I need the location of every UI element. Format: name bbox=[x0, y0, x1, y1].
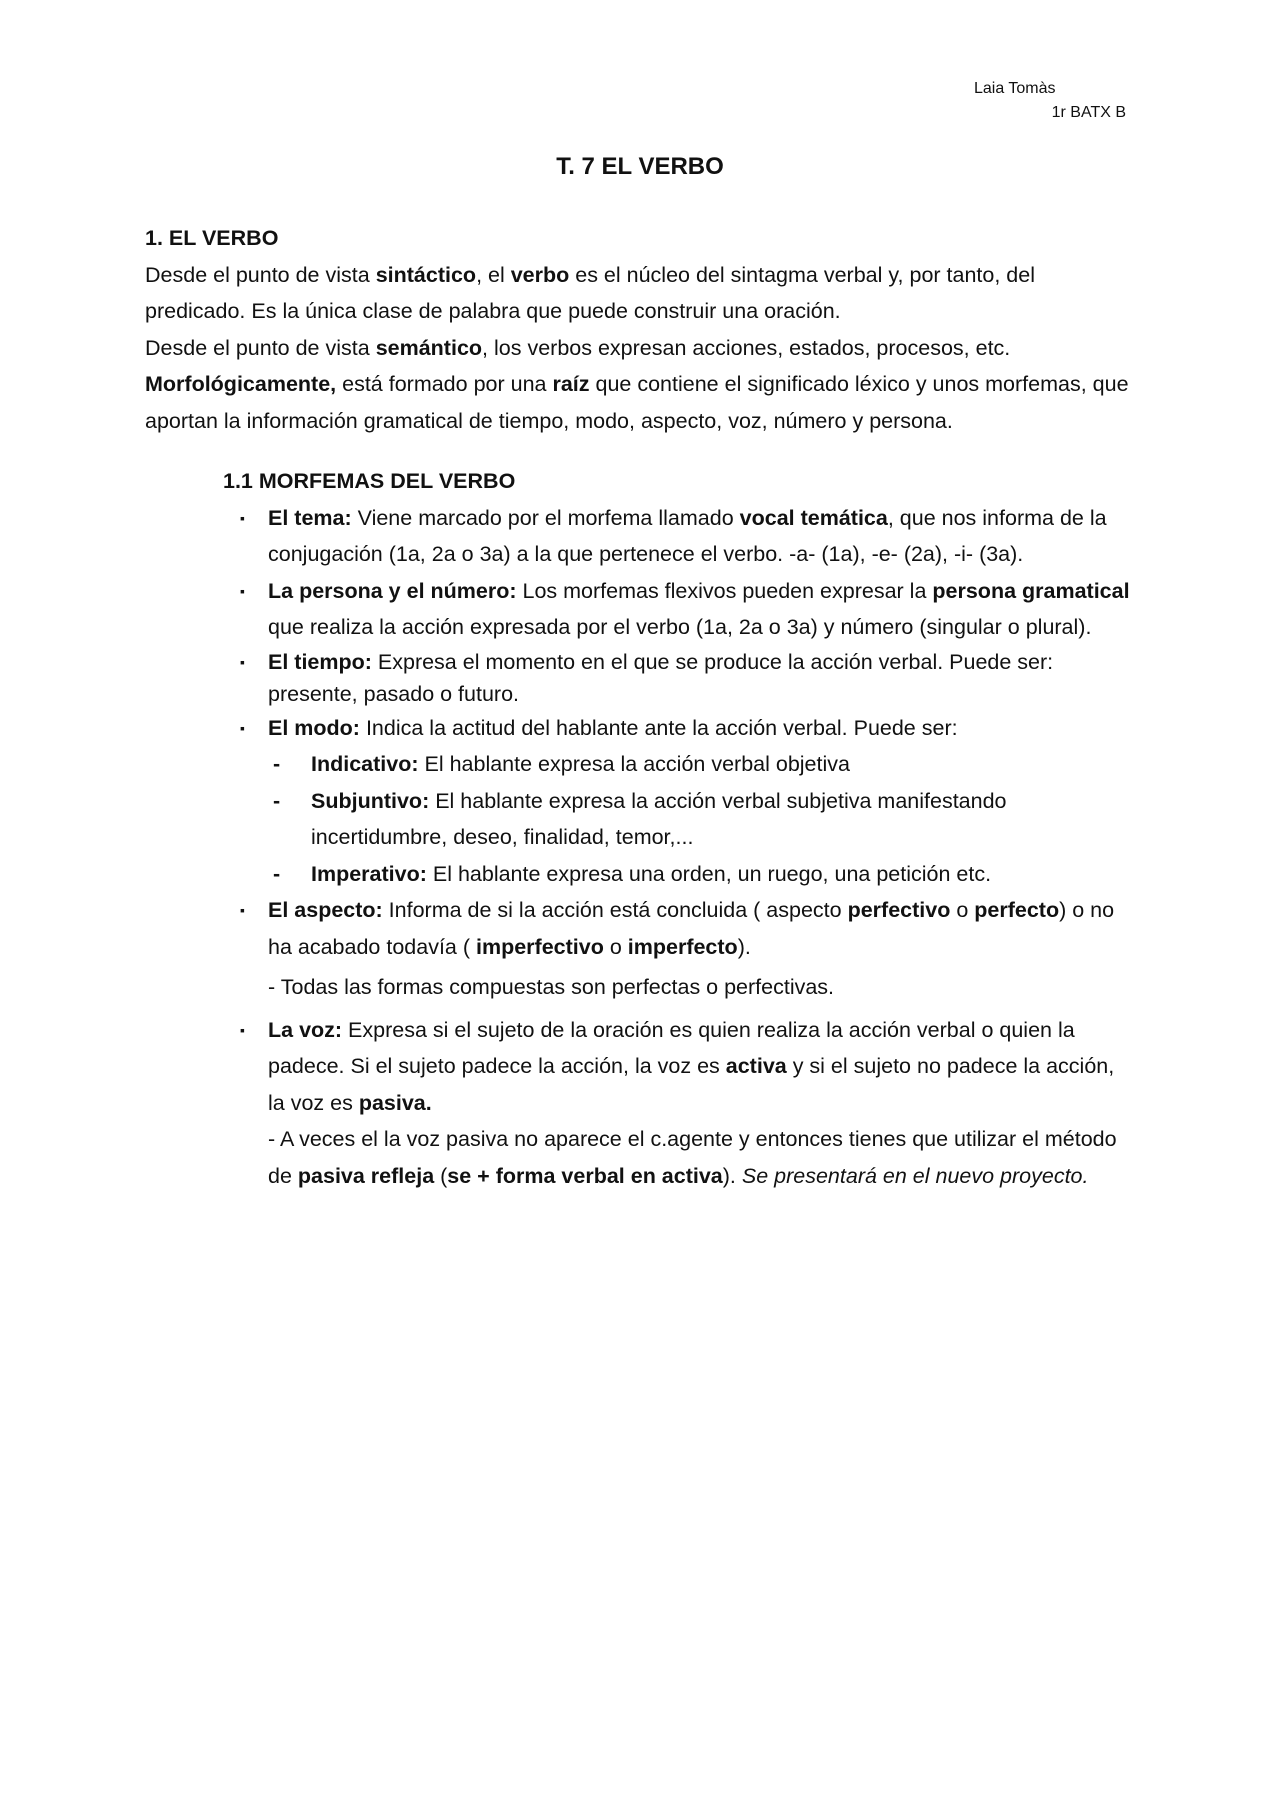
section-heading-el-verbo: 1. EL VERBO bbox=[145, 226, 279, 250]
class-label: 1r BATX B bbox=[1051, 104, 1126, 121]
text-run: que realiza la acción expresada por el verbo (1a, 2a o 3a) y número (singular o plural). bbox=[268, 615, 1092, 639]
subsection-heading: 1.1 MORFEMAS DEL VERBO bbox=[223, 469, 516, 493]
text-run: que contiene el significado léxico y unos morfemas, que aportan la información gramatical de tiempo, modo, aspecto, voz, número y persona. bbox=[145, 372, 1129, 433]
bullet-icon: ▪ bbox=[240, 653, 245, 670]
bold-run: imperfectivo bbox=[476, 934, 604, 959]
text-run: Viene marcado por el morfema llamado bbox=[351, 505, 740, 530]
paragraph-sintactico bbox=[145, 257, 1135, 330]
sublist-item-subjuntivo bbox=[273, 783, 1135, 856]
bold-run: sintáctico bbox=[375, 262, 477, 287]
text-run: ). bbox=[722, 1163, 742, 1188]
text-run: El hablante expresa una orden, un ruego, una petición etc. bbox=[426, 861, 992, 886]
bold-run: Morfológicamente, bbox=[145, 372, 337, 396]
item-label: La voz: bbox=[268, 1017, 343, 1042]
bold-run: raíz bbox=[552, 372, 590, 396]
text-run: Desde el punto de vista bbox=[145, 262, 376, 287]
text-run: o bbox=[603, 934, 628, 959]
bold-run: vocal temática bbox=[739, 505, 888, 530]
text-run: Expresa el momento en el que se produce la acción verbal. Puede ser: presente, pasado o futuro. bbox=[268, 649, 1054, 706]
bullet-icon: ▪ bbox=[240, 1021, 245, 1038]
modo-sublist bbox=[268, 746, 1135, 892]
bold-run: semántico bbox=[375, 335, 483, 360]
morfemas-list bbox=[223, 500, 1135, 1195]
aspecto-note: - Todas las formas compuestas son perfectas o perfectivas. bbox=[268, 975, 835, 999]
bold-run: verbo bbox=[510, 262, 570, 287]
list-item-modo bbox=[240, 710, 1135, 893]
author-name: Laia Tomàs bbox=[974, 80, 1056, 97]
bold-run: imperfecto bbox=[627, 934, 738, 959]
sublist-item-imperativo bbox=[273, 856, 1135, 893]
dash-icon: - bbox=[273, 788, 281, 813]
text-run: Indica la actitud del hablante ante la acción verbal. Puede ser: bbox=[359, 715, 958, 740]
bold-run: perfecto bbox=[974, 898, 1060, 922]
page-title: T. 7 EL VERBO bbox=[556, 153, 724, 180]
text-run: Desde el punto de vista bbox=[145, 335, 376, 360]
text-run: ). bbox=[737, 934, 751, 959]
bullet-icon: ▪ bbox=[240, 509, 245, 526]
bold-run: activa bbox=[725, 1054, 787, 1078]
bold-run: pasiva refleja bbox=[297, 1163, 435, 1188]
dash-icon: - bbox=[273, 752, 281, 776]
list-item-voz bbox=[240, 1012, 1135, 1195]
item-label: Imperativo: bbox=[311, 861, 427, 886]
dash-icon: - bbox=[273, 861, 281, 886]
text-run: El hablante expresa la acción verbal subjetiva manifestando incertidumbre, deseo, finalidad, temor,... bbox=[311, 788, 1007, 849]
text-run: está formado por una bbox=[336, 372, 553, 396]
item-label: Subjuntivo: bbox=[311, 788, 430, 813]
item-label: El tiempo: bbox=[268, 649, 372, 674]
item-label: El aspecto: bbox=[268, 898, 383, 922]
bullet-icon: ▪ bbox=[240, 902, 245, 918]
text-run: - A veces el la voz pasiva no aparece el c.agente y entonces tienes que utilizar el método de bbox=[268, 1127, 1117, 1188]
item-label: El tema: bbox=[268, 505, 352, 530]
text-run: El hablante expresa la acción verbal objetiva bbox=[418, 752, 850, 776]
subsection-morfemas bbox=[223, 463, 1135, 1194]
voz-note bbox=[268, 1121, 1135, 1194]
list-item-tiempo bbox=[240, 646, 1135, 710]
text-run: y si el sujeto no padece la acción, la voz es bbox=[268, 1054, 1115, 1115]
list-item-tema bbox=[240, 500, 1135, 573]
bold-run: pasiva. bbox=[358, 1090, 432, 1115]
text-run: , el bbox=[476, 262, 511, 287]
item-label: Indicativo: bbox=[311, 752, 419, 776]
text-run: ( bbox=[434, 1163, 448, 1188]
paragraph-semantico bbox=[145, 330, 1135, 367]
bold-run: se + forma verbal en activa bbox=[447, 1163, 723, 1188]
item-label: El modo: bbox=[268, 715, 360, 740]
bold-run: persona gramatical bbox=[932, 578, 1130, 603]
text-run: o bbox=[950, 898, 975, 922]
text-run: es el núcleo del sintagma verbal y, por tanto, del predicado. Es la única clase de palabra que puede construir una oración. bbox=[145, 262, 1035, 323]
item-label: La persona y el número: bbox=[268, 578, 517, 603]
list-item-aspecto bbox=[240, 892, 1135, 1006]
document-body bbox=[145, 220, 1135, 1194]
italic-run: Se presentará en el nuevo proyecto. bbox=[741, 1163, 1089, 1188]
list-item-persona bbox=[240, 573, 1135, 646]
bullet-icon: ▪ bbox=[240, 719, 245, 736]
paragraph-morfologico bbox=[145, 366, 1135, 439]
text-run: , que nos informa de la conjugación (1a, 2a o 3a) a la que pertenece el verbo. -a- (1a), -e- (2a), -i- (3a). bbox=[268, 505, 1107, 566]
text-run: , los verbos expresan acciones, estados, procesos, etc. bbox=[482, 335, 1011, 360]
text-run: ) o no ha acabado todavía ( bbox=[268, 898, 1115, 959]
text-run: Los morfemas flexivos pueden expresar la bbox=[516, 578, 933, 603]
text-run: Informa de si la acción está concluida ( aspecto bbox=[382, 898, 848, 922]
text-run: Expresa si el sujeto de la oración es quien realiza la acción verbal o quien la padece. Si el sujeto padece la acción, la voz es bbox=[268, 1017, 1075, 1078]
bold-run: perfectivo bbox=[847, 898, 951, 922]
bullet-icon: ▪ bbox=[240, 582, 245, 599]
sublist-item-indicativo bbox=[273, 746, 1135, 783]
